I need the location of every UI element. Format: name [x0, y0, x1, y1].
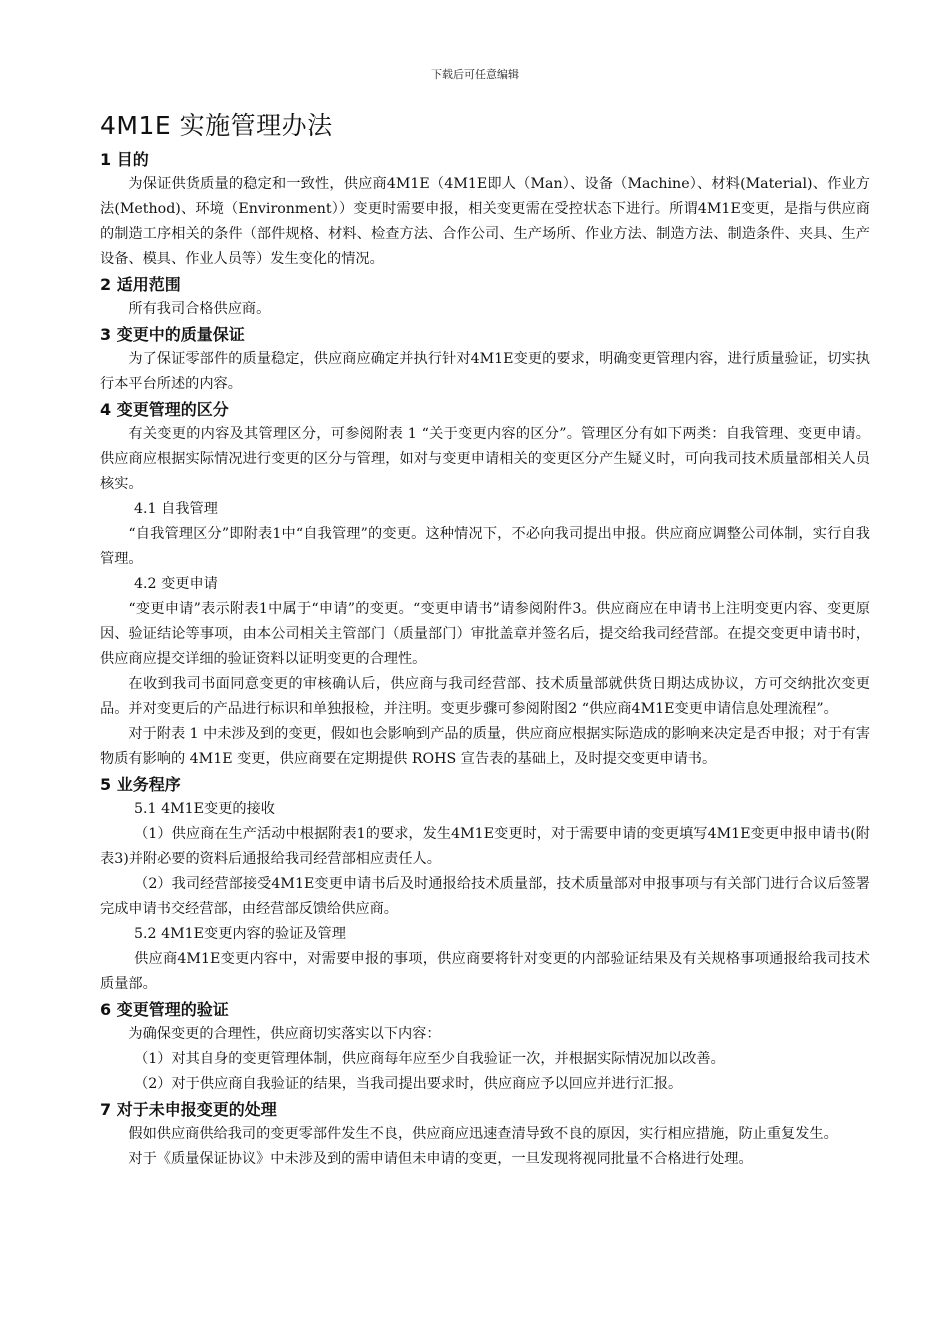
section-heading: 5 业务程序 — [100, 775, 181, 794]
section-heading: 6 变更管理的验证 — [100, 1000, 229, 1019]
paragraph: 对于附表 1 中未涉及到的变更，假如也会影响到产品的质量，供应商应根据实际造成的影响来决定是否申报；对于有害物质有影响的 4M1E 变更，供应商要在定期提供 ROHS 宣告表的基础上，及时提交变更申请书。 — [100, 726, 871, 767]
subsection-heading: 4.2 变更申请 — [134, 576, 218, 592]
list-item: （2）对于供应商自我验证的结果，当我司提出要求时，供应商应予以回应并进行汇报。 — [134, 1076, 683, 1092]
paragraph: 假如供应商供给我司的变更零部件发生不良，供应商应迅速查清导致不良的原因，实行相应措施，防止重复发生。 — [128, 1126, 838, 1142]
section — [100, 1097, 870, 1172]
section — [100, 322, 870, 397]
list-item: （1）对其自身的变更管理体制，供应商每年应至少自我验证一次，并根据实际情况加以改善。 — [134, 1051, 725, 1067]
section — [100, 272, 870, 322]
paragraph: 在收到我司书面同意变更的审核确认后，供应商与我司经营部、技术质量部就供货日期达成协议，方可交纳批次变更品。并对变更后的产品进行标识和单独报检，并注明。变更步骤可参阅附图2 “供应商4M1E变更申请信息处理流程”。 — [100, 676, 870, 717]
section-heading: 7 对于未申报变更的处理 — [100, 1100, 277, 1119]
page-title: 4M1E 实施管理办法 — [100, 111, 333, 140]
section — [100, 397, 870, 772]
paragraph: 为了保证零部件的质量稳定，供应商应确定并执行针对4M1E变更的要求，明确变更管理内容，进行质量验证，切实执行本平台所述的内容。 — [100, 351, 870, 392]
paragraph: “变更申请”表示附表1中属于“申请”的变更。“变更申请书”请参阅附件3。供应商应在申请书上注明变更内容、变更原因、验证结论等事项，由本公司相关主管部门（质量部门）审批盖章并签名后，提交给我司经营部。在提交变更申请书时，供应商应提交详细的验证资料以证明变更的合理性。 — [100, 601, 870, 667]
document-body — [100, 147, 870, 1172]
section — [100, 147, 870, 272]
list-item: （1）供应商在生产活动中根据附表1的要求，发生4M1E变更时，对于需要申请的变更填写4M1E变更申报申请书(附表3)并附必要的资料后通报给我司经营部相应责任人。 — [100, 826, 870, 867]
paragraph: “自我管理区分”即附表1中“自我管理”的变更。这种情况下，不必向我司提出申报。供应商应调整公司体制，实行自我管理。 — [100, 526, 870, 567]
section-heading: 1 目的 — [100, 150, 149, 169]
list-item: （2）我司经营部接受4M1E变更申请书后及时通报给技术质量部，技术质量部对申报事项与有关部门进行合议后签署完成申请书交经营部，由经营部反馈给供应商。 — [100, 876, 870, 917]
section-heading: 3 变更中的质量保证 — [100, 325, 245, 344]
paragraph: 为确保变更的合理性，供应商切实落实以下内容： — [128, 1026, 441, 1042]
section-heading: 2 适用范围 — [100, 275, 181, 294]
paragraph: 为保证供货质量的稳定和一致性，供应商4M1E（4M1E即人（Man）、设备（Machine）、材料(Material)、作业方法(Method)、环境（Environment））变更时需要申报，相关变更需在受控状态下进行。所谓4M1E变更，是指与供应商的制造工序相关的条件（部件规格、材料、检查方法、合作公司、生产场所、作业方法、制造方法、制造条件、夹具、生产设备、模具、作业人员等）发生变化的情况。 — [100, 176, 870, 267]
subsection-heading: 5.1 4M1E变更的接收 — [134, 801, 275, 817]
section-heading: 4 变更管理的区分 — [100, 400, 229, 419]
subsection-heading: 5.2 4M1E变更内容的验证及管理 — [134, 926, 346, 942]
paragraph: 所有我司合格供应商。 — [128, 301, 271, 317]
paragraph: 对于《质量保证协议》中未涉及到的需申请但未申请的变更，一旦发现将视同批量不合格进行处理。 — [128, 1151, 753, 1167]
paragraph: 有关变更的内容及其管理区分，可参阅附表 1 “关于变更内容的区分”。管理区分有如下两类：自我管理、变更申请。供应商应根据实际情况进行变更的区分与管理，如对与变更申请相关的变更区分产生疑义时，可向我司技术质量部相关人员核实。 — [100, 426, 870, 492]
section — [100, 772, 870, 997]
section — [100, 997, 870, 1097]
list-item: 供应商4M1E变更内容中，对需要申报的事项，供应商要将针对变更的内部验证结果及有关规格事项通报给我司技术质量部。 — [100, 951, 870, 992]
header-note: 下载后可任意编辑 — [431, 68, 519, 81]
subsection-heading: 4.1 自我管理 — [134, 501, 218, 517]
